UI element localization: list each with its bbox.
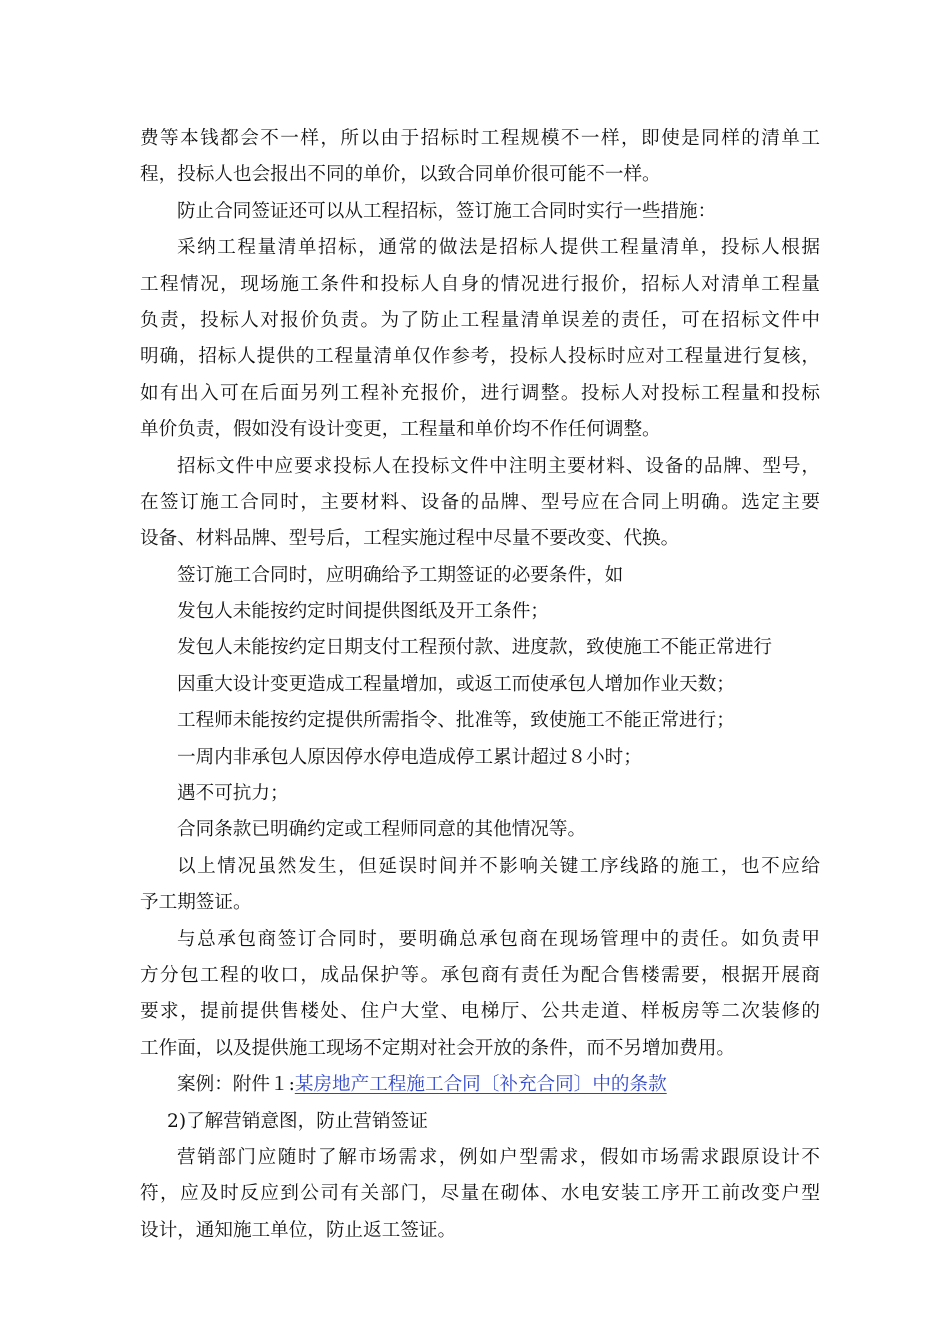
text-line: 与总承包商签订合同时，要明确总承包商在现场管理中的责任。如负责甲 xyxy=(177,928,820,950)
text-line: 工作面，以及提供施工现场不定期对社会开放的条件，而不另增加费用。 xyxy=(140,1037,736,1059)
text-line: 遇不可抗力； xyxy=(177,783,289,805)
text-line: 予工期签证。 xyxy=(140,892,252,914)
text-line: 费等本钱都会不一样，所以由于招标时工程规模不一样，即使是同样的清单工 xyxy=(140,128,820,149)
text-line: 招标文件中应要求投标人在投标文件中注明主要材料、设备的品牌、型号， xyxy=(177,455,820,477)
text-line: 工程情况，现场施工条件和投标人自身的情况进行报价，招标人对清单工程量 xyxy=(140,273,820,295)
paragraph-lines xyxy=(140,121,820,1067)
case-link[interactable]: 某房地产工程施工合同〔补充合同〕中的条款 xyxy=(294,1074,667,1096)
text-line: 方分包工程的收口，成品保护等。承包商有责任为配合售楼需要，根据开展商 xyxy=(140,964,820,986)
text-line: 营销部门应随时了解市场需求，例如户型需求，假如市场需求跟原设计不 xyxy=(177,1146,820,1168)
text-line: 防止合同签证还可以从工程招标，签订施工合同时实行一些措施： xyxy=(177,200,717,222)
text-line: 以上情况虽然发生，但延误时间并不影响关键工序线路的施工，也不应给 xyxy=(177,855,820,877)
text-line: 采纳工程量清单招标，通常的做法是招标人提供工程量清单，投标人根据 xyxy=(177,237,820,259)
section-heading: 2)了解营销意图，防止营销签证 xyxy=(167,1110,428,1132)
text-line: 设计，通知施工单位，防止返工签证。 xyxy=(140,1219,457,1241)
text-line: 工程师未能按约定提供所需指令、批准等，致使施工不能正常进行； xyxy=(177,710,735,732)
text-line: 因重大设计变更造成工程量增加，或返工而使承包人增加作业天数； xyxy=(177,673,735,695)
document-body xyxy=(140,121,820,1249)
tail-paragraph-lines xyxy=(140,1140,820,1249)
case-prefix: 案例：附件１: xyxy=(177,1074,295,1096)
text-line: 符，应及时反应到公司有关部门，尽量在砌体、水电安装工序开工前改变户型 xyxy=(140,1183,820,1205)
text-line: 一周内非承包人原因停水停电造成停工累计超过８小时； xyxy=(177,746,642,768)
text-line: 签订施工合同时，应明确给予工期签证的必要条件，如 xyxy=(177,564,624,586)
text-line: 要求，提前提供售楼处、住户大堂、电梯厅、公共走道、样板房等二次装修的 xyxy=(140,1001,820,1023)
text-line: 明确，招标人提供的工程量清单仅作参考，投标人投标时应对工程量进行复核， xyxy=(140,346,820,368)
text-line: 在签订施工合同时，主要材料、设备的品牌、型号应在合同上明确。选定主要 xyxy=(140,491,820,513)
case-line xyxy=(140,1067,820,1103)
text-line: 发包人未能按约定日期支付工程预付款、进度款，致使施工不能正常进行 xyxy=(177,637,773,659)
text-line: 程，投标人也会报出不同的单价，以致合同单价很可能不一样。 xyxy=(140,164,661,186)
text-line: 设备、材料品牌、型号后，工程实施过程中尽量不要改变、代换。 xyxy=(140,528,680,550)
text-line: 如有出入可在后面另列工程补充报价，进行调整。投标人对投标工程量和投标 xyxy=(140,382,820,404)
text-line: 合同条款已明确约定或工程师同意的其他情况等。 xyxy=(177,819,587,841)
text-line: 发包人未能按约定时间提供图纸及开工条件； xyxy=(177,601,549,623)
text-line: 单价负责，假如没有设计变更，工程量和单价均不作任何调整。 xyxy=(140,419,661,441)
text-line: 负责，投标人对报价负责。为了防止工程量清单误差的责任，可在招标文件中 xyxy=(140,309,820,331)
